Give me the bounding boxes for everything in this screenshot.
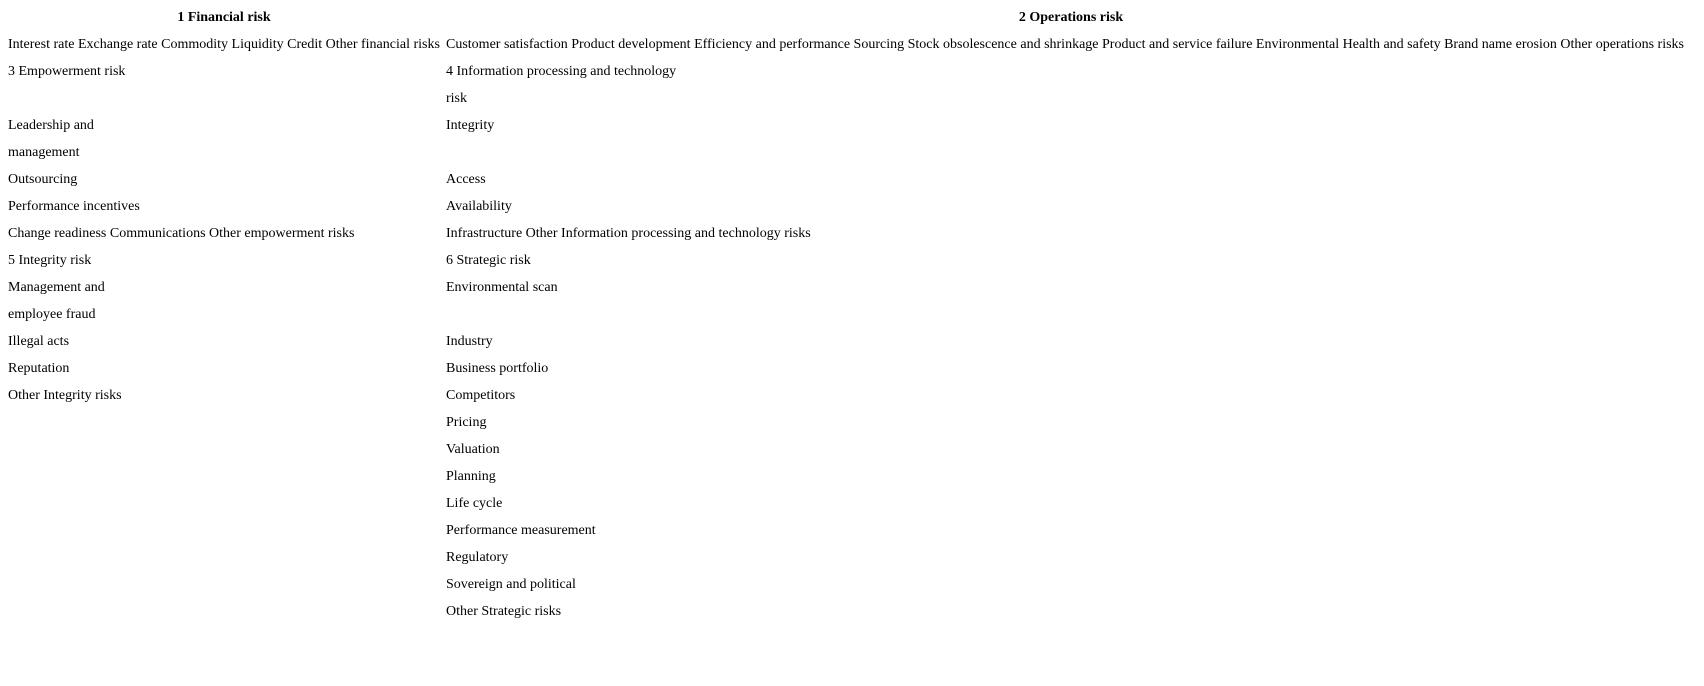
empowerment-risk-heading: 3 Empowerment risk xyxy=(8,64,126,79)
list-item: Environmental scan xyxy=(446,280,558,295)
list-item: Performance measurement xyxy=(446,523,596,538)
right-column xyxy=(446,0,1696,621)
list-item: Sovereign and political xyxy=(446,577,576,592)
list-item: Business portfolio xyxy=(446,361,549,376)
list-item: Management and xyxy=(8,280,105,295)
operations-risk-items: Customer satisfaction Product development Efficiency and performance Sourcing Stock obsolescence and shrinkage Product and service failure Environmental Health and safety Brand name erosion Other operations risks xyxy=(446,37,1684,52)
list-item: Planning xyxy=(446,469,496,484)
list-item: Reputation xyxy=(8,361,70,376)
list-item: Infrastructure Other Information processing and technology risks xyxy=(446,226,811,241)
blank-line xyxy=(8,81,440,108)
financial-risk-heading: 1 Financial risk xyxy=(177,10,271,25)
financial-risk-items: Interest rate Exchange rate Commodity Liquidity Credit Other financial risks xyxy=(8,37,440,52)
list-item: Performance incentives xyxy=(8,199,140,214)
strategic-risk-heading: 6 Strategic risk xyxy=(446,253,531,268)
list-item: Other Integrity risks xyxy=(8,388,122,403)
information-risk-heading: 4 Information processing and technology xyxy=(446,64,677,79)
list-item: Life cycle xyxy=(446,496,503,511)
list-item: Competitors xyxy=(446,388,516,403)
left-column xyxy=(8,0,440,405)
list-item: Other Strategic risks xyxy=(446,604,562,619)
blank-line xyxy=(446,135,1696,162)
list-item: management xyxy=(8,145,80,160)
list-item: employee fraud xyxy=(8,307,96,322)
operations-risk-heading: 2 Operations risk xyxy=(1018,10,1124,25)
list-item: Leadership and xyxy=(8,118,94,133)
list-item: Valuation xyxy=(446,442,500,457)
list-item: Integrity xyxy=(446,118,495,133)
list-item: Change readiness Communications Other empowerment risks xyxy=(8,226,355,241)
list-item: Pricing xyxy=(446,415,487,430)
list-item: Illegal acts xyxy=(8,334,70,349)
list-item: Availability xyxy=(446,199,512,214)
list-item: Industry xyxy=(446,334,493,349)
blank-line xyxy=(446,297,1696,324)
list-item: Access xyxy=(446,172,486,187)
list-item: Regulatory xyxy=(446,550,509,565)
list-item: Outsourcing xyxy=(8,172,78,187)
information-risk-heading-cont: risk xyxy=(446,91,467,106)
integrity-risk-heading: 5 Integrity risk xyxy=(8,253,92,268)
